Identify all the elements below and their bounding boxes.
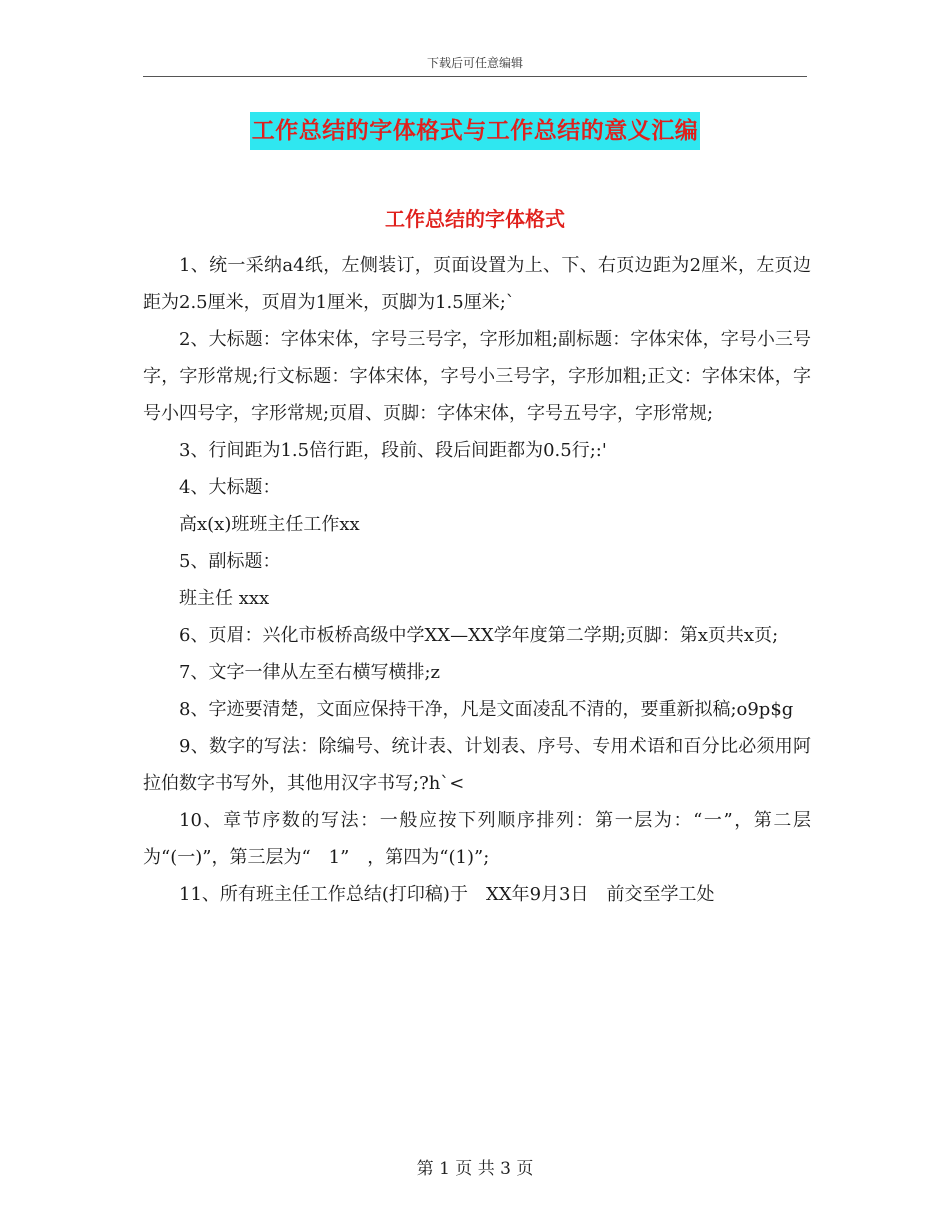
section-title: 工作总结的字体格式	[385, 207, 565, 231]
page-header: 下载后可任意编辑	[426, 56, 523, 70]
paragraph-5: 5、副标题：	[179, 551, 281, 572]
page-footer: 第 1 页 共 3 页	[416, 1159, 534, 1179]
paragraph-9: 9、数字的写法：除编号、统计表、计划表、序号、专用术语和百分比必须用阿拉伯数字书写外，其他用汉字书写;?h`<	[143, 736, 811, 794]
paragraph-4: 4、大标题：	[179, 477, 281, 498]
paragraph-10: 10、章节序数的写法：一般应按下列顺序排列：第一层为：“一”，第二层为“(一)”，第三层为“ 1” ，第四为“(1)”;	[143, 810, 811, 868]
paragraph-8: 8、字迹要清楚，文面应保持干净，凡是文面凌乱不清的，要重新拟稿;o9p$g	[179, 699, 794, 720]
paragraph-4-detail: 高x(x)班班主任工作xx	[179, 514, 360, 535]
paragraph-1: 1、统一采纳a4纸，左侧装订，页面设置为上、下、右页边距为2厘米，左页边距为2.5厘米，页眉为1厘米，页脚为1.5厘米;`	[143, 255, 811, 313]
paragraph-6: 6、页眉：兴化市板桥高级中学XX—XX学年度第二学期;页脚：第x页共x页;	[179, 625, 779, 646]
paragraph-7: 7、文字一律从左至右横写横排;z	[179, 662, 440, 683]
header-divider	[143, 76, 807, 77]
paragraph-11: 11、所有班主任工作总结(打印稿)于 XX年9月3日 前交至学工处	[179, 884, 715, 905]
document-title: 工作总结的字体格式与工作总结的意义汇编	[250, 112, 701, 150]
paragraph-3: 3、行间距为1.5倍行距，段前、段后间距都为0.5行;:'	[179, 440, 607, 461]
paragraph-2: 2、大标题：字体宋体，字号三号字，字形加粗;副标题：字体宋体，字号小三号字，字形常规;行文标题：字体宋体，字号小三号字，字形加粗;正文：字体宋体，字号小四号字，字形常规;页眉、页脚：字体宋体，字号五号字，字形常规;	[143, 329, 811, 424]
paragraph-5-detail: 班主任 xxx	[179, 588, 270, 609]
body-text	[143, 247, 811, 913]
document-title-container	[0, 112, 950, 150]
